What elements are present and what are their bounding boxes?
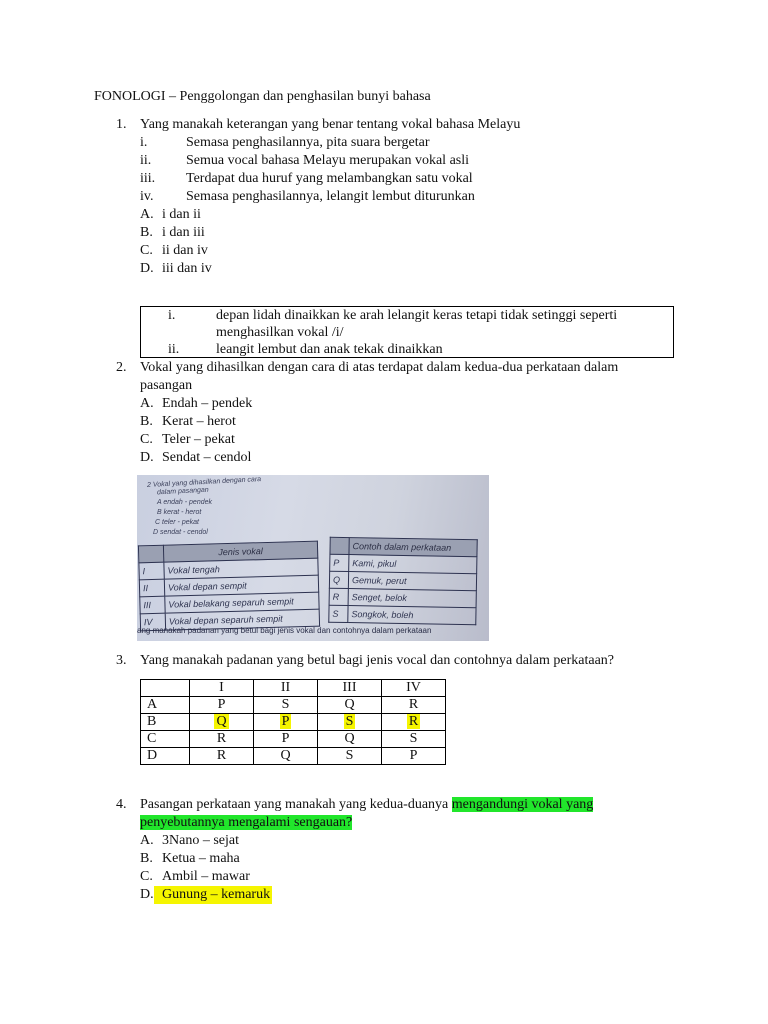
- q4-option-text: 3Nano – sejat: [162, 833, 239, 848]
- box-item-text: depan lidah dinaikkan ke arah lelangit keras tetapi tidak setinggi seperti: [216, 308, 618, 323]
- q4-option-text: Ketua – maha: [162, 851, 240, 866]
- row-label: C: [141, 731, 190, 748]
- q1-option-letter: C.: [140, 243, 153, 258]
- q1-question: Yang manakah keterangan yang benar tentang vokal bahasa Melayu: [140, 117, 521, 132]
- page-title: FONOLOGI – Penggolongan dan penghasilan bunyi bahasa: [94, 89, 431, 104]
- q1-option-letter: B.: [140, 225, 153, 240]
- q2-option-text: Kerat – herot: [162, 414, 236, 429]
- photo-cell: P: [330, 554, 349, 571]
- q1-statement-num: iv.: [140, 189, 154, 204]
- q3-number: 3.: [116, 653, 127, 668]
- q1-option-text: iii dan iv: [162, 261, 212, 276]
- photo-cell: III: [140, 596, 165, 614]
- table-header: II: [254, 680, 318, 697]
- photo-cell: Kami, pikul: [349, 555, 477, 574]
- textbook-photo: [137, 475, 489, 641]
- q1-statement-num: i.: [140, 135, 148, 150]
- photo-example-table: [328, 537, 477, 626]
- photo-cell: Q: [329, 571, 348, 588]
- row-label: B: [141, 714, 190, 731]
- table-cell: P: [382, 748, 446, 765]
- box-item-num: i.: [168, 308, 176, 323]
- q2-option-letter: A.: [140, 396, 154, 411]
- q4-option-text-highlighted: Gunung – kemaruk: [154, 886, 272, 904]
- table-cell: Q: [318, 731, 382, 748]
- q2-option-text: Sendat – cendol: [162, 450, 252, 465]
- q2-option-text: Teler – pekat: [162, 432, 235, 447]
- photo-cell: II: [139, 579, 164, 597]
- q4-option-letter: B.: [140, 851, 153, 866]
- photo-vowel-table: [138, 541, 320, 632]
- highlighted-cell: P: [281, 714, 290, 729]
- table-header: IV: [382, 680, 446, 697]
- table-cell: R: [190, 731, 254, 748]
- q4-option-text: Ambil – mawar: [162, 869, 250, 884]
- q1-option-letter: A.: [140, 207, 154, 222]
- table-cell: R: [382, 697, 446, 714]
- photo-cell: Vokal depan sempit: [164, 575, 318, 596]
- q4-question-plain: Pasangan perkataan yang manakah yang kedua-duanya: [140, 797, 452, 812]
- photo-cell: Gemuk, perut: [348, 572, 476, 591]
- q4-number: 4.: [116, 797, 127, 812]
- q4-question-highlight: mengandungi vokal yang: [451, 797, 594, 812]
- photo-table-header: Jenis vokal: [163, 541, 317, 562]
- q4-option-letter: A.: [140, 833, 154, 848]
- box-item-text: leangit lembut dan anak tekak dinaikkan: [216, 342, 443, 357]
- answer-table: [140, 679, 446, 765]
- photo-cell: I: [139, 562, 164, 580]
- photo-question: dalam pasangan: [156, 486, 209, 497]
- table-row: [141, 748, 446, 765]
- q2-number: 2.: [116, 360, 127, 375]
- table-row: [141, 714, 446, 731]
- q1-option-text: i dan iii: [162, 225, 205, 240]
- table-row: [141, 697, 446, 714]
- photo-cell: Vokal tengah: [164, 558, 318, 579]
- photo-cell: S: [329, 605, 348, 622]
- row-label: D: [141, 748, 190, 765]
- q4-option-letter: C.: [140, 869, 153, 884]
- q4-option-letter: D.: [140, 887, 154, 902]
- table-cell: Q: [318, 697, 382, 714]
- q1-option-text: i dan ii: [162, 207, 201, 222]
- q2-option-text: Endah – pendek: [162, 396, 253, 411]
- q1-option-letter: D.: [140, 261, 154, 276]
- table-cell: S: [254, 697, 318, 714]
- q4-question-highlight: penyebutannya mengalami sengauan?: [140, 815, 353, 830]
- q1-statement-num: ii.: [140, 153, 152, 168]
- q4-question: [140, 796, 593, 814]
- table-header: I: [190, 680, 254, 697]
- box-item-text: menghasilkan vokal /i/: [216, 325, 344, 340]
- photo-cell: IV: [140, 613, 165, 631]
- photo-option: B kerat - herot: [157, 509, 202, 516]
- highlighted-cell: Q: [216, 714, 227, 729]
- highlighted-cell: S: [345, 714, 354, 729]
- q4-question: [140, 814, 352, 832]
- q1-statement-text: Semua vocal bahasa Melayu merupakan vokal asli: [186, 153, 470, 168]
- q2-question: Vokal yang dihasilkan dengan cara di atas terdapat dalam kedua-dua perkataan dalam: [140, 360, 619, 375]
- photo-table-header: Contoh dalam perkataan: [349, 538, 477, 557]
- q3-question: Yang manakah padanan yang betul bagi jenis vocal dan contohnya dalam perkataan?: [140, 653, 615, 668]
- photo-cell: R: [329, 588, 348, 605]
- photo-question: 2 Vokal yang dihasilkan dengan cara: [146, 476, 262, 489]
- table-header: III: [318, 680, 382, 697]
- q1-statement-num: iii.: [140, 171, 156, 186]
- q1-statement-text: Semasa penghasilannya, pita suara bergetar: [186, 135, 430, 150]
- table-cell: Q: [254, 748, 318, 765]
- q2-question: pasangan: [140, 378, 193, 393]
- q1-statement-text: Semasa penghasilannya, lelangit lembut diturunkan: [186, 189, 475, 204]
- table-cell: P: [190, 697, 254, 714]
- q1-option-text: ii dan iv: [162, 243, 208, 258]
- q2-option-letter: D.: [140, 450, 154, 465]
- q2-option-letter: C.: [140, 432, 153, 447]
- row-label: A: [141, 697, 190, 714]
- q2-option-letter: B.: [140, 414, 153, 429]
- table-cell: R: [190, 748, 254, 765]
- q1-statement-text: Terdapat dua huruf yang melambangkan satu vokal: [186, 171, 473, 186]
- table-cell: S: [318, 748, 382, 765]
- photo-option: A endah - pendek: [157, 499, 213, 506]
- photo-caption: ang manakah padanan yang betul bagi jenis vokal dan contohnya dalam perkataan: [137, 626, 432, 635]
- q1-number: 1.: [116, 117, 127, 132]
- photo-cell: Vokal depan separuh sempit: [165, 609, 319, 630]
- table-row: [141, 731, 446, 748]
- table-header: [141, 680, 190, 697]
- photo-cell: Songkok, boleh: [348, 606, 476, 625]
- photo-option: D sendat - cendol: [153, 529, 208, 536]
- table-cell: P: [254, 731, 318, 748]
- photo-option: C teler - pekat: [155, 519, 199, 526]
- photo-cell: Senget, belok: [348, 589, 476, 608]
- highlighted-cell: R: [408, 714, 419, 729]
- box-item-num: ii.: [168, 342, 180, 357]
- table-cell: S: [382, 731, 446, 748]
- photo-cell: Vokal belakang separuh sempit: [165, 592, 319, 613]
